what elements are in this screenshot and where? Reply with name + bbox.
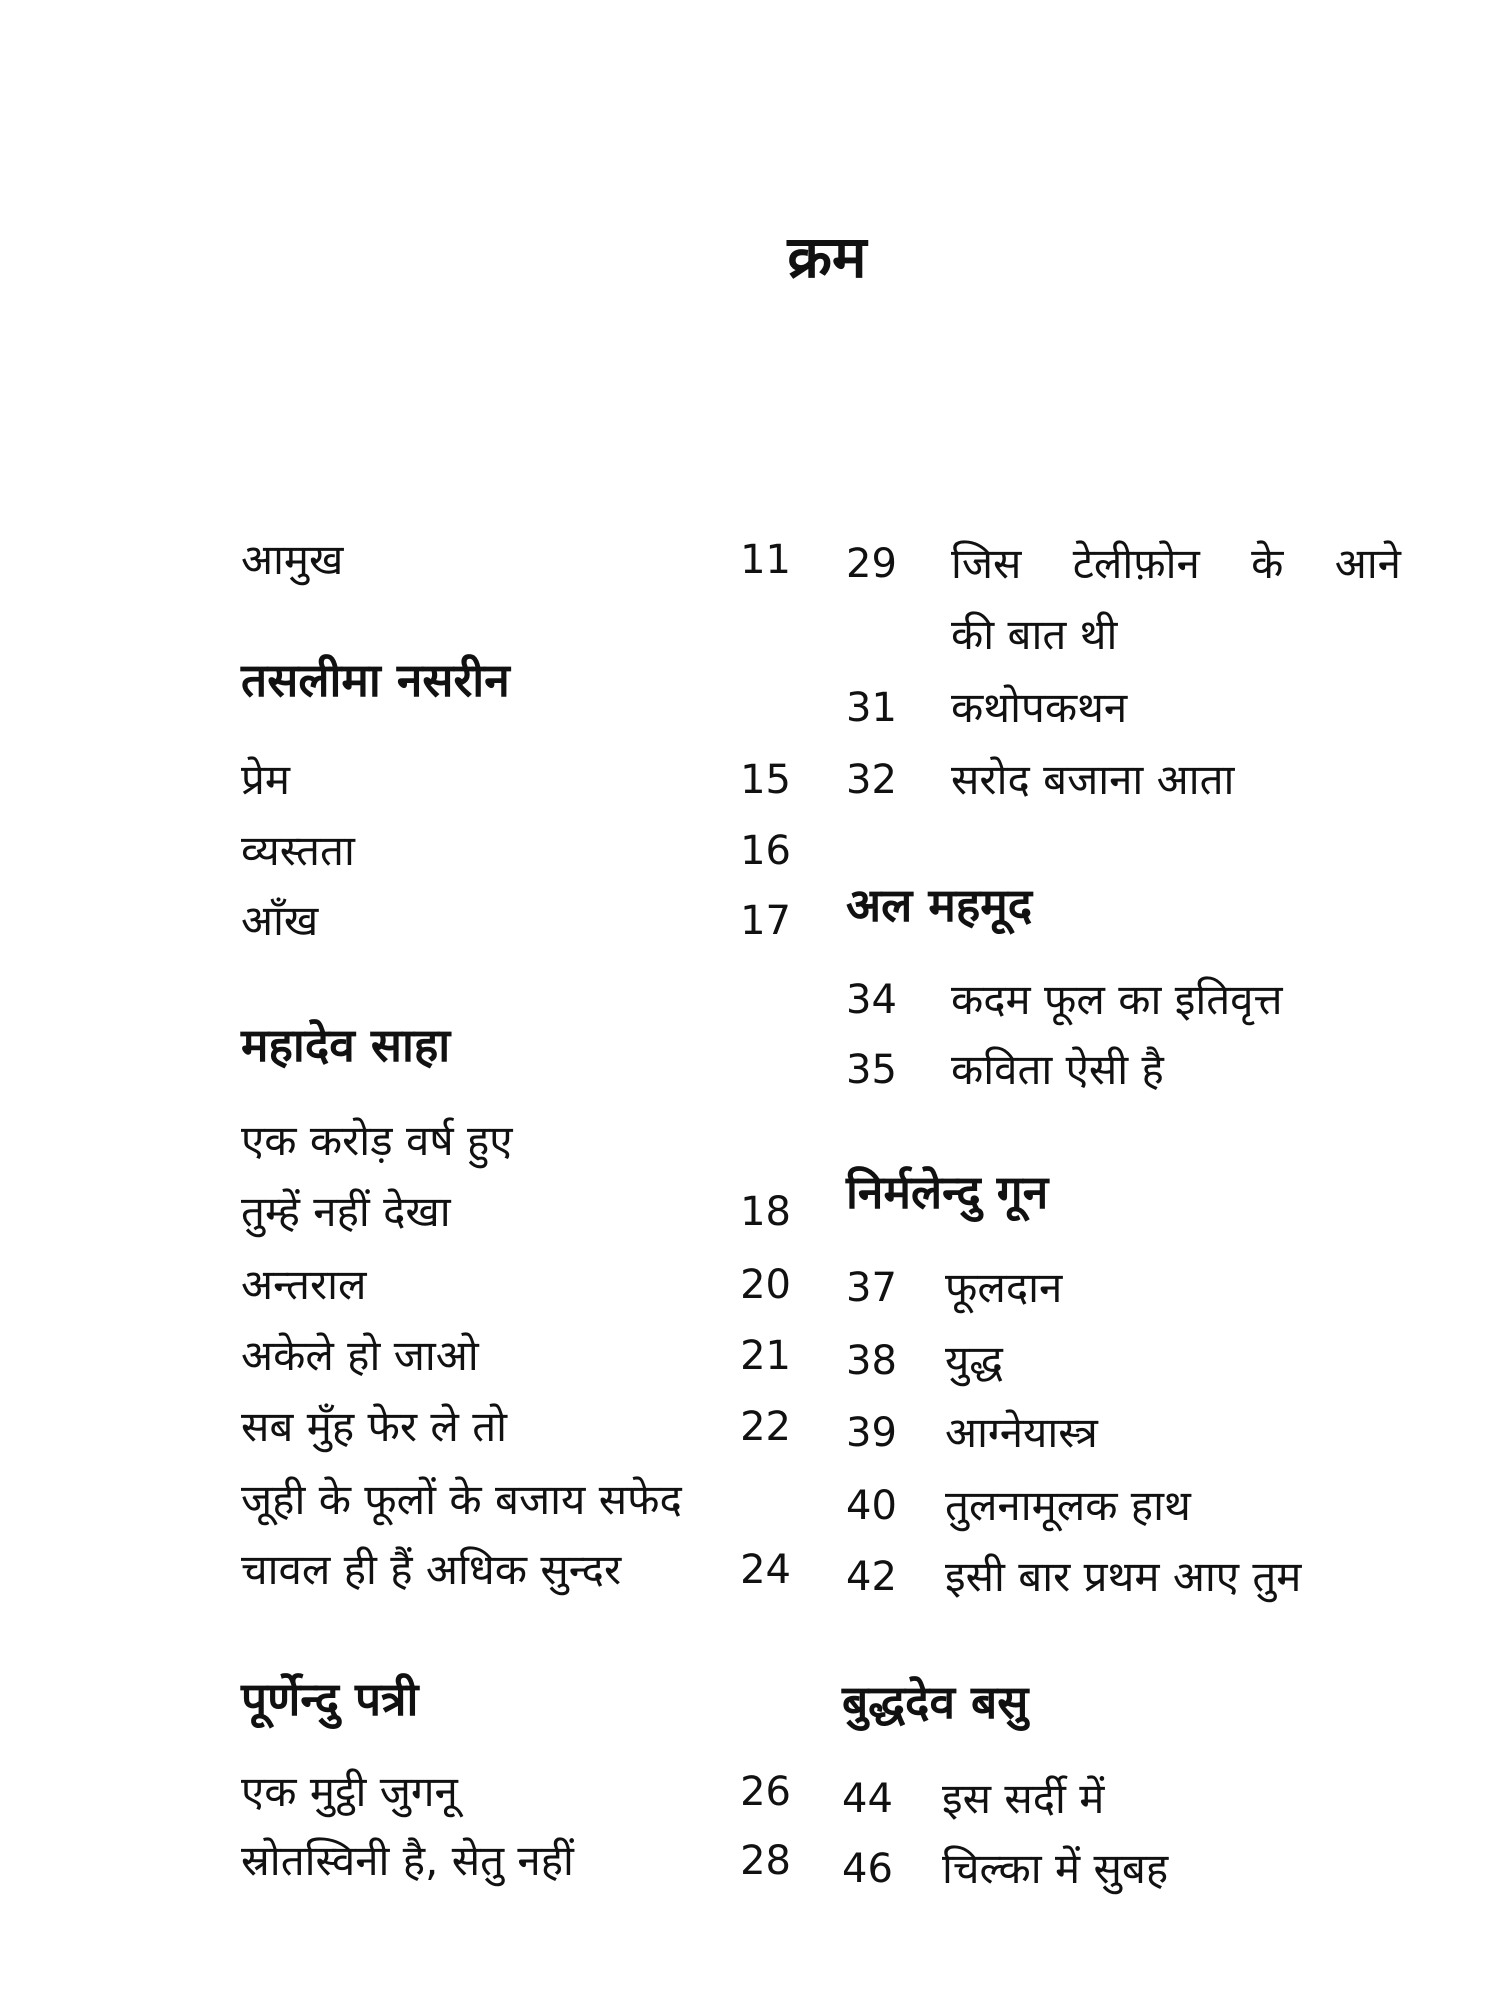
toc-entry-label[interactable]: चिल्का में सुबह [942, 1844, 1169, 1893]
toc-entry-label[interactable]: युद्ध [945, 1336, 1003, 1385]
toc-entry-label[interactable]: इस सर्दी में [942, 1774, 1105, 1823]
toc-page-number: 28 [740, 1838, 791, 1884]
section-author-heading: महादेव साहा [241, 1018, 451, 1072]
toc-page-number: 31 [846, 685, 897, 731]
toc-entry-label[interactable]: एक करोड़ वर्ष हुए [241, 1116, 513, 1165]
section-author-heading: अल महमूद [846, 878, 1033, 932]
toc-page-number: 44 [842, 1776, 893, 1822]
toc-page-number: 20 [740, 1262, 791, 1308]
toc-page-number: 32 [846, 757, 897, 803]
toc-page-number: 39 [846, 1410, 897, 1456]
toc-entry-label[interactable]: आग्नेयास्त्र [945, 1408, 1098, 1457]
toc-page-number: 34 [846, 977, 897, 1023]
toc-page-number: 24 [740, 1547, 791, 1593]
toc-entry-label[interactable]: जिस टेलीफ़ोन के आने [951, 539, 1401, 588]
toc-page-number: 18 [740, 1189, 791, 1235]
toc-entry-label-continued[interactable]: तुम्हें नहीं देखा [241, 1187, 451, 1236]
toc-page-number: 15 [740, 757, 791, 803]
toc-page-number: 16 [740, 828, 791, 874]
toc-page-number: 35 [846, 1047, 897, 1093]
toc-entry-label[interactable]: अकेले हो जाओ [241, 1331, 479, 1380]
section-author-heading: पूर्णेन्दु पत्री [241, 1672, 419, 1726]
toc-page-number: 38 [846, 1338, 897, 1384]
toc-entry-label[interactable]: इसी बार प्रथम आए तुम [945, 1552, 1302, 1601]
toc-entry-label[interactable]: कदम फूल का इतिवृत्त [951, 975, 1283, 1024]
toc-entry-label[interactable]: फूलदान [945, 1263, 1063, 1312]
toc-page-number: 42 [846, 1554, 897, 1600]
section-author-heading: निर्मलेन्दु गून [846, 1165, 1049, 1219]
toc-entry-label[interactable]: आमुख [241, 535, 344, 584]
toc-page-number: 11 [740, 537, 791, 583]
toc-entry-label[interactable]: स्रोतस्विनी है, सेतु नहीं [241, 1836, 574, 1885]
toc-page-number: 21 [740, 1333, 791, 1379]
toc-entry-label-continued[interactable]: चावल ही हैं अधिक सुन्दर [241, 1545, 622, 1594]
toc-entry-label[interactable]: प्रेम [241, 755, 291, 804]
toc-page-number: 37 [846, 1265, 897, 1311]
section-author-heading: बुद्धदेव बसु [842, 1675, 1029, 1729]
toc-page-number: 40 [846, 1483, 897, 1529]
toc-entry-label[interactable]: व्यस्तता [241, 826, 355, 875]
toc-entry-label[interactable]: अन्तराल [241, 1260, 367, 1309]
toc-entry-label[interactable]: सब मुँह फेर ले तो [241, 1402, 508, 1451]
toc-page-number: 26 [740, 1769, 791, 1815]
toc-entry-label[interactable]: आँख [241, 896, 319, 945]
section-author-heading: तसलीमा नसरीन [241, 653, 510, 707]
toc-entry-label-continued[interactable]: की बात थी [951, 610, 1118, 659]
toc-entry-label[interactable]: कथोपकथन [951, 683, 1128, 732]
toc-page-number: 17 [740, 898, 791, 944]
page-title: क्रम [787, 223, 867, 291]
toc-page-number: 22 [740, 1404, 791, 1450]
toc-entry-label[interactable]: सरोद बजाना आता [951, 755, 1235, 804]
toc-entry-label[interactable]: जूही के फूलों के बजाय सफेद [241, 1475, 682, 1524]
toc-page-number: 29 [846, 541, 897, 587]
toc-entry-label[interactable]: कविता ऐसी है [951, 1045, 1164, 1094]
toc-page-number: 46 [842, 1846, 893, 1892]
toc-entry-label[interactable]: तुलनामूलक हाथ [945, 1481, 1191, 1530]
toc-entry-label[interactable]: एक मुट्ठी जुगनू [241, 1767, 458, 1816]
